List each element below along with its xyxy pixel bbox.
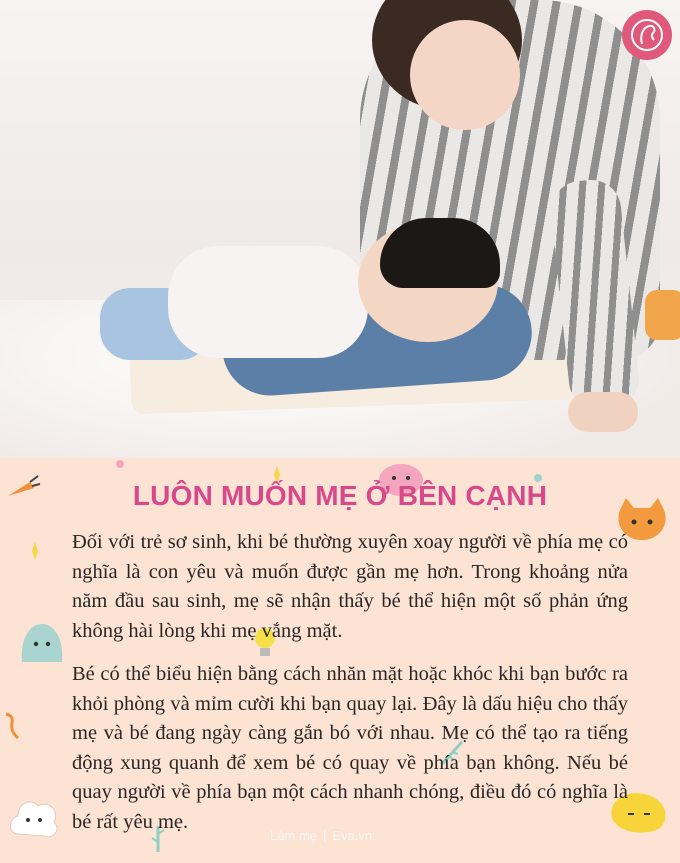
footer-separator: | xyxy=(322,828,327,843)
article-paragraph-1: Đối với trẻ sơ sinh, khi bé thường xuyên xoay người về phía mẹ có nghĩa là con yêu và muốn được gần mẹ hơn. Trong khoảng nửa năm đầu sau sinh, mẹ sẽ nhận thấy bé thể hiện một số phản ứng không hài lòng khi mẹ vắng mặt. xyxy=(72,531,628,642)
article-title: LUÔN MUỐN MẸ Ở BÊN CẠNH xyxy=(132,480,548,511)
ghost-sticker-icon xyxy=(18,622,66,664)
white-cloud-sticker-icon xyxy=(8,794,60,842)
source-footer xyxy=(270,828,372,843)
toy xyxy=(645,290,680,340)
mother-face xyxy=(410,20,520,130)
sparkle-icon xyxy=(28,542,42,560)
woman-profile-icon xyxy=(630,18,664,52)
brand-logo-icon xyxy=(622,10,672,60)
footer-brand-right: Eva.vn xyxy=(332,828,373,843)
mother-hand xyxy=(568,392,638,432)
article-paragraph-2: Bé có thể biểu hiện bằng cách nhăn mặt hoặc khóc khi bạn bước ra khỏi phòng và mỉm cười khi bạn quay lại. Đây là dấu hiệu cho thấy mẹ và bé đang ngày càng gắn bó với nhau. Mẹ có thể tạo ra tiếng động xung quanh để xem bé có quay về phía bạn không. Nếu bé quay người về phía bạn một cách nhanh chóng, điều đó có nghĩa là bé rất yêu mẹ. xyxy=(72,663,628,833)
baby-body xyxy=(168,246,368,358)
squiggle-icon xyxy=(2,712,22,740)
baby-hair xyxy=(380,218,500,288)
article-panel xyxy=(0,458,680,863)
footer-brand-left: Làm mẹ xyxy=(270,828,317,843)
dot-decoration xyxy=(116,460,124,468)
